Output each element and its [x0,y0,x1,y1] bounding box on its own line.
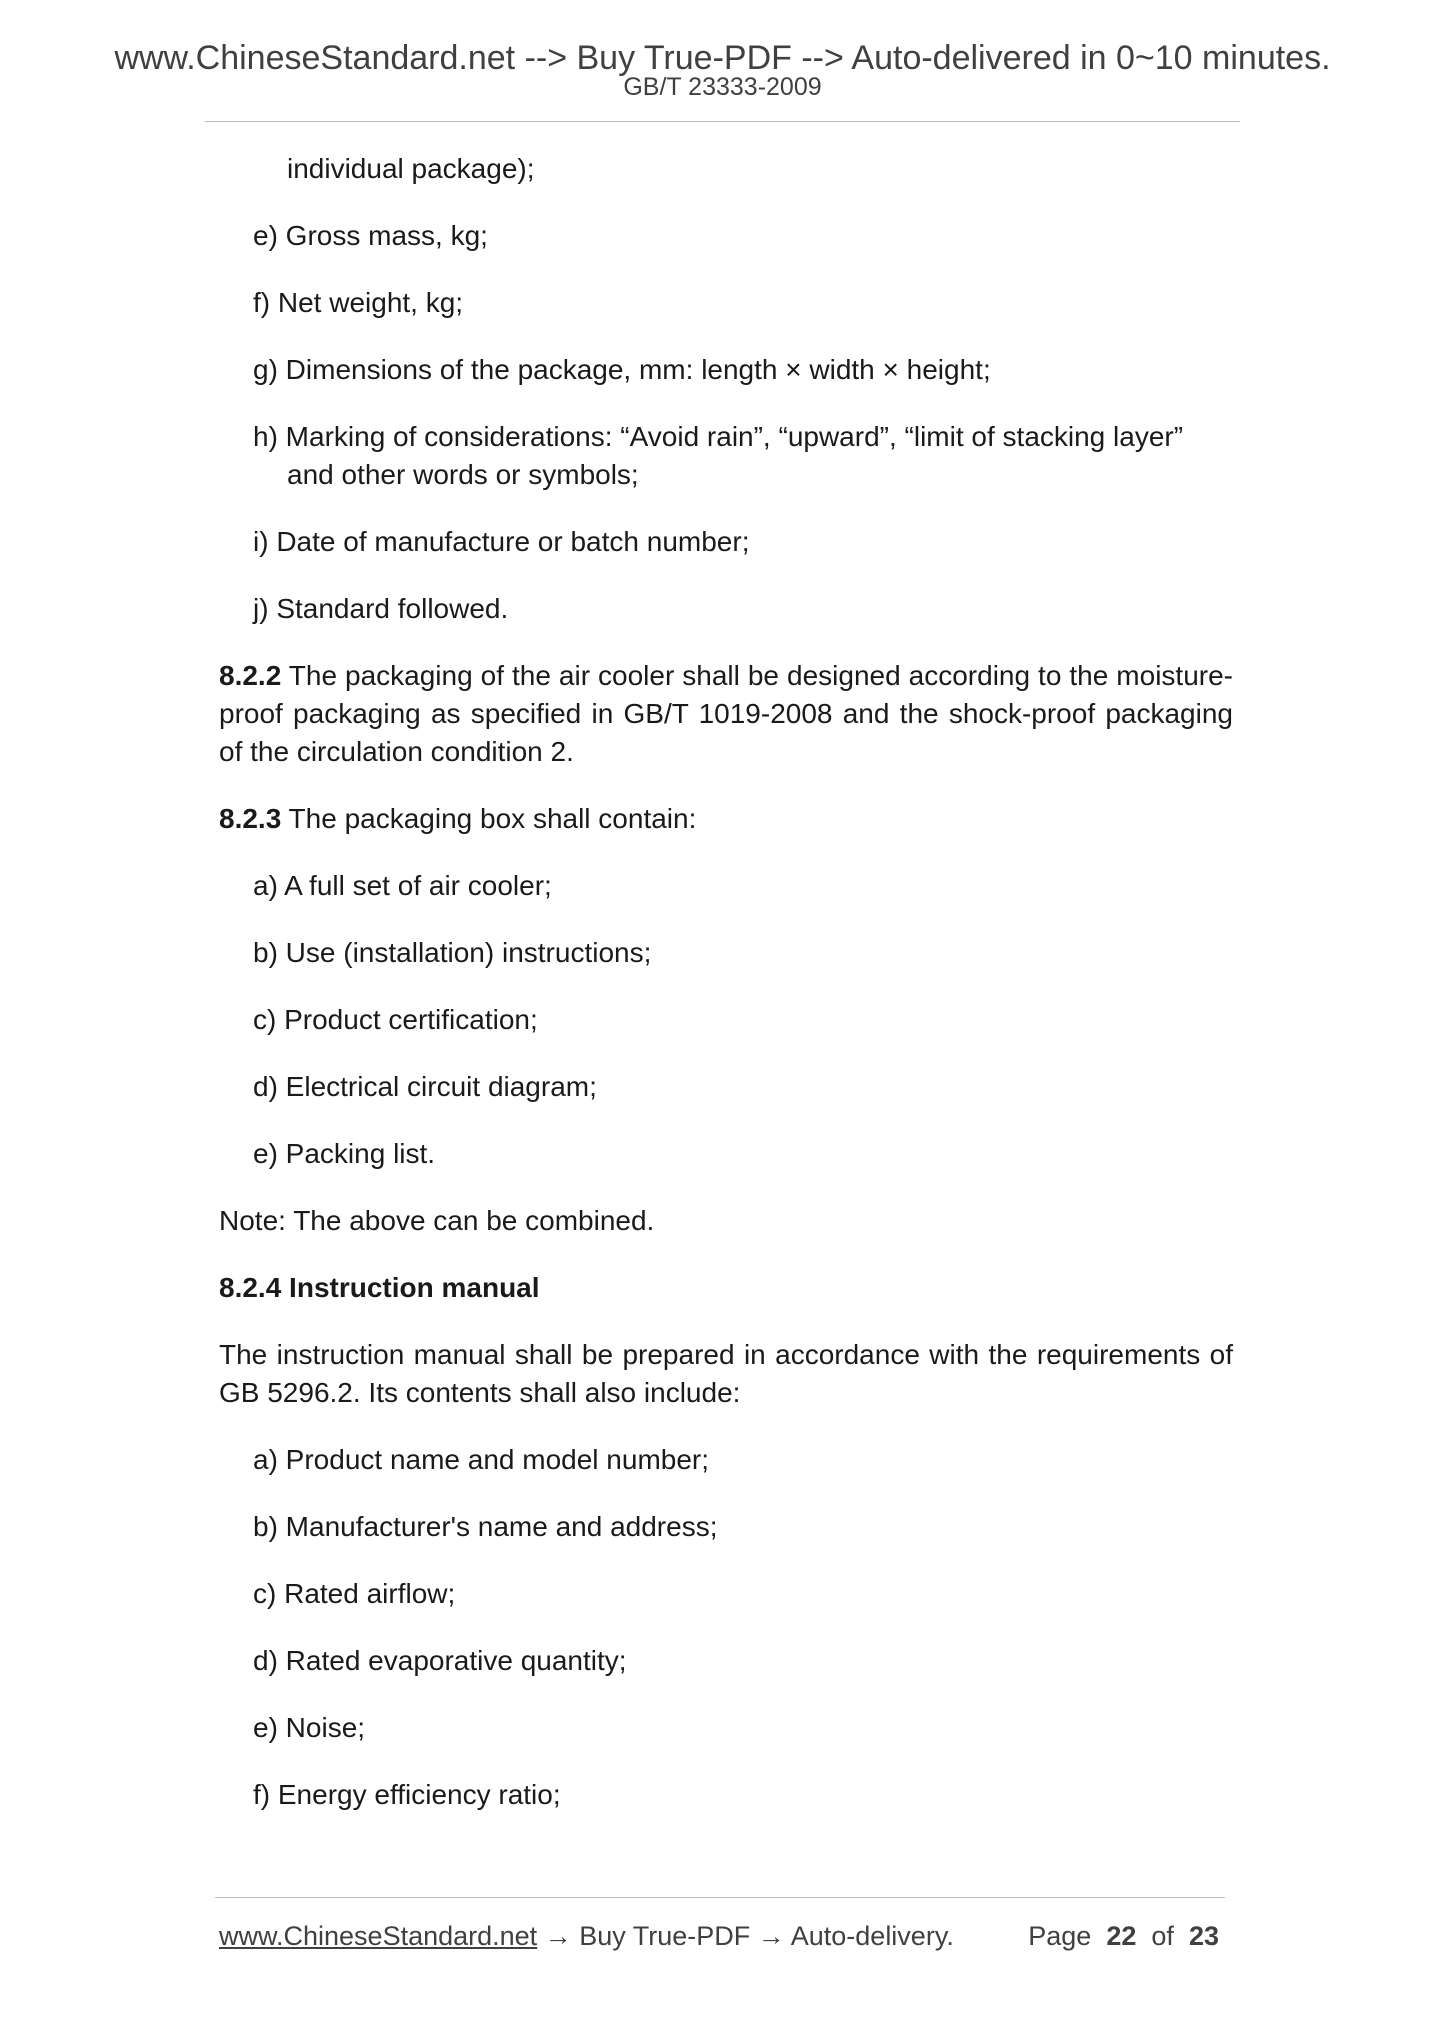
list-item: b) Use (installation) instructions; [253,937,652,968]
clause-8-2-4-heading: 8.2.4 Instruction manual [219,1272,540,1303]
page-current: 22 [1106,1921,1137,1951]
page-label: Page [1028,1921,1092,1951]
list-item-dimensions: g) Dimensions of the package, mm: length × width × height; [253,354,991,385]
continued-text: individual package); [287,153,535,184]
list-item-marking: h) Marking of considerations: “Avoid rain”, “upward”, “limit of stacking layer” and other words or symbols; [253,421,1184,490]
list-item-date: i) Date of manufacture or batch number; [253,526,750,557]
page-footer [219,1919,1219,1953]
page-number [1028,1919,1219,1953]
clause-number: 8.2.2 [219,660,282,691]
list-item-net-weight: f) Net weight, kg; [253,287,464,318]
clause-text: The packaging box shall contain: [281,803,697,834]
list-item: c) Product certification; [253,1004,538,1035]
list-item: c) Rated airflow; [253,1578,456,1609]
list-item: b) Manufacturer's name and address; [253,1511,718,1542]
note: Note: The above can be combined. [219,1205,655,1236]
page-total: 23 [1188,1921,1219,1951]
list-item: a) Product name and model number; [253,1444,710,1475]
footer-divider [215,1897,1225,1898]
list-item: d) Rated evaporative quantity; [253,1645,627,1676]
clause-number: 8.2.3 [219,803,282,834]
clause-text: The packaging of the air cooler shall be designed according to the moisture-proof packaging as specified in GB/T 1019-2008 and the shock-proof packaging of the circulation condition 2. [219,660,1233,767]
document-code: GB/T 23333-2009 [623,73,822,101]
list-item: e) Noise; [253,1712,366,1743]
footer-link[interactable]: www.ChineseStandard.net [219,1921,538,1951]
clause-8-2-2 [219,657,1233,771]
list-item: a) A full set of air cooler; [253,870,552,901]
footer-tagline: → Buy True-PDF → Auto-delivery. [537,1921,954,1951]
page-content [219,150,1233,1843]
page-of: of [1151,1921,1174,1951]
header-banner: www.ChineseStandard.net --> Buy True-PDF --> Auto-delivered in 0~10 minutes. [114,39,1331,77]
list-item: d) Electrical circuit diagram; [253,1071,597,1102]
header-divider [205,121,1240,122]
clause-8-2-3 [219,800,1233,838]
list-item-gross-mass: e) Gross mass, kg; [253,220,488,251]
list-item: f) Energy efficiency ratio; [253,1779,561,1810]
list-item: e) Packing list. [253,1138,436,1169]
clause-8-2-4-text: The instruction manual shall be prepared in accordance with the requirements of GB 5296.2. Its contents shall also include: [219,1339,1233,1408]
list-item-standard: j) Standard followed. [253,593,509,624]
